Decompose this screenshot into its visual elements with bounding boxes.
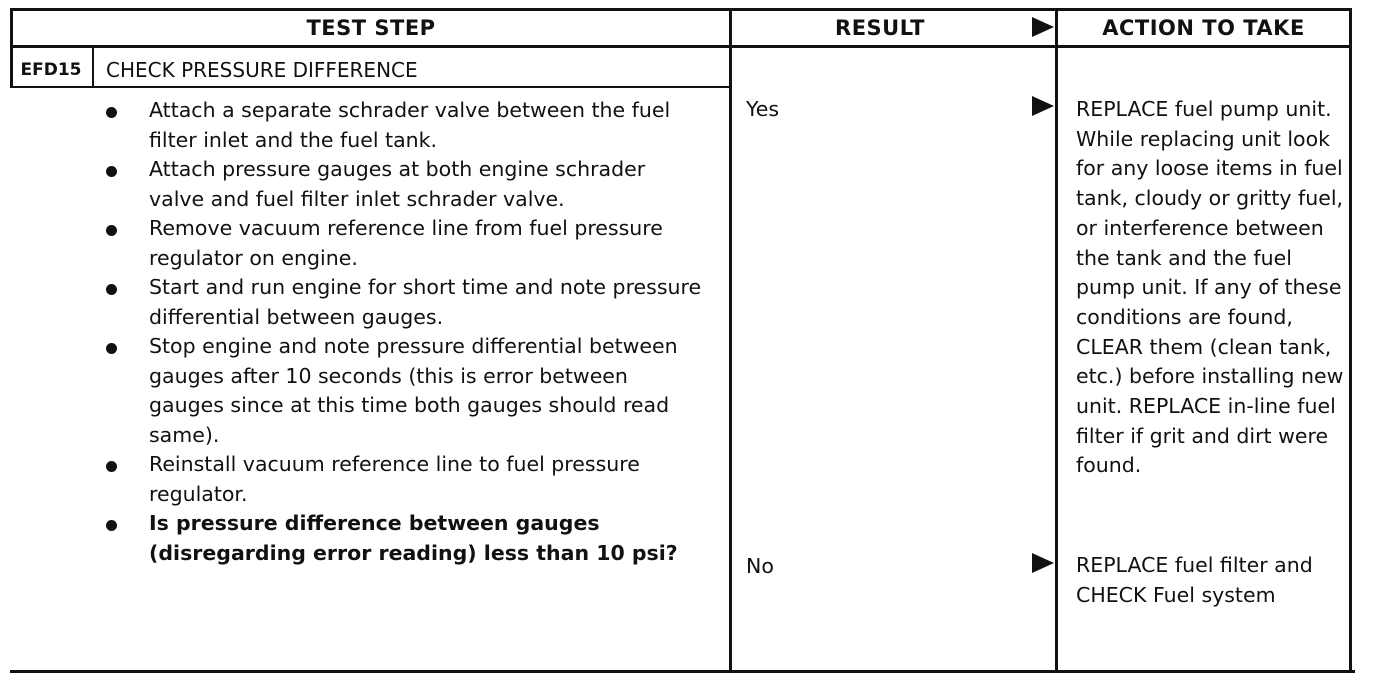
step-text: Stop engine and note pressure differential between gauges after 10 seconds (this is error between gauges since at this time both gauges should read same). [149, 334, 678, 447]
bullet-icon [106, 166, 117, 177]
step-text: Attach pressure gauges at both engine schrader valve and fuel filter inlet schrader valve. [149, 157, 646, 211]
step-item [106, 96, 706, 155]
step-text: Attach a separate schrader valve between the fuel filter inlet and the fuel tank. [149, 98, 671, 152]
step-text: Reinstall vacuum reference line to fuel pressure regulator. [149, 452, 640, 506]
column-divider-action [1055, 8, 1058, 673]
step-item [106, 332, 706, 450]
title-bottom-rule [10, 86, 730, 88]
bullet-icon [106, 520, 117, 531]
step-text: Start and run engine for short time and note pressure differential between gauges. [149, 275, 702, 329]
header-arrow-icon [1032, 17, 1054, 37]
step-code: EFD15 [20, 60, 82, 80]
step-text: Is pressure difference between gauges (disregarding error reading) less than 10 psi? [149, 511, 678, 565]
result-yes-arrow-icon [1032, 96, 1054, 116]
result-no: No [746, 554, 774, 578]
action-no: REPLACE fuel filter and CHECK Fuel system [1076, 553, 1313, 607]
bullet-icon [106, 284, 117, 295]
result-yes: Yes [746, 97, 780, 121]
step-title: CHECK PRESSURE DIFFERENCE [106, 58, 418, 82]
step-list [106, 96, 706, 568]
bullet-icon [106, 225, 117, 236]
header-action-to-take: ACTION TO TAKE [1102, 16, 1305, 40]
step-item [106, 273, 706, 332]
step-text: Remove vacuum reference line from fuel pressure regulator on engine. [149, 216, 663, 270]
action-yes: REPLACE fuel pump unit. While replacing unit look for any loose items in fuel tank, cloudy or gritty fuel, or interference between the tank and the fuel pump unit. If any of these conditions are found, CLEAR them (clean tank, etc.) before installing new unit. REPLACE in-line fuel filter if grit and dirt were found. [1076, 97, 1344, 478]
bullet-icon [106, 343, 117, 354]
bottom-border [10, 670, 1355, 673]
bullet-icon [106, 461, 117, 472]
code-divider [92, 48, 94, 88]
bullet-icon [106, 107, 117, 118]
header-test-step: TEST STEP [306, 16, 436, 40]
column-divider-result [729, 8, 732, 673]
step-item [106, 214, 706, 273]
right-border [1349, 8, 1352, 673]
step-item [106, 450, 706, 509]
header-result: RESULT [835, 16, 925, 40]
step-question [106, 509, 706, 568]
step-item [106, 155, 706, 214]
result-no-arrow-icon [1032, 553, 1054, 573]
